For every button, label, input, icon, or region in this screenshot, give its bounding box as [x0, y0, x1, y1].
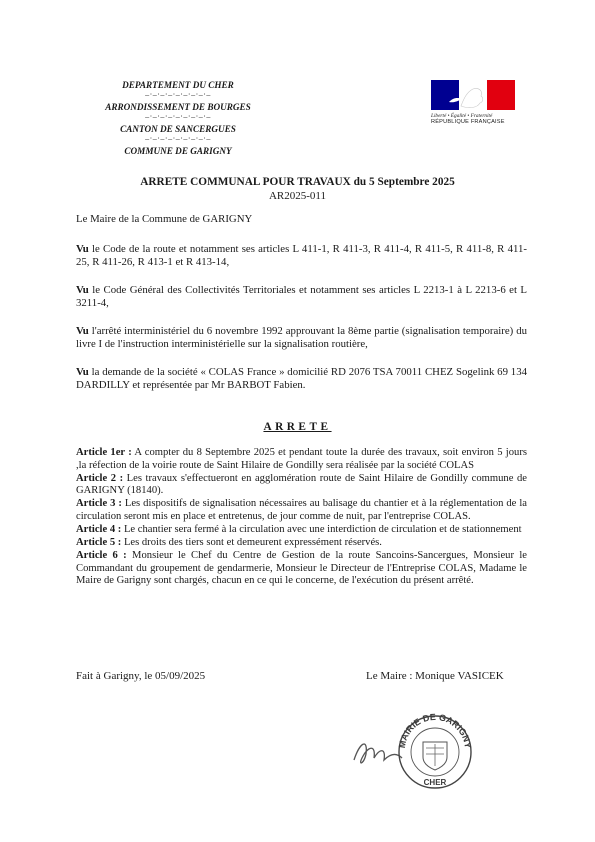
article-label: Article 6 : — [76, 550, 127, 562]
mairie-stamp — [350, 702, 480, 797]
article-label: Article 5 : — [76, 537, 122, 549]
article-5 — [76, 537, 527, 550]
article-3 — [76, 498, 527, 523]
signature-icon — [354, 744, 402, 763]
article-4 — [76, 524, 527, 537]
consideration-lead: Vu — [76, 366, 89, 378]
arrete-reference: AR2025-011 — [268, 190, 327, 202]
article-text: Monsieur le Chef du Centre de Gestion de la route Sancoins-Sancergues, Monsieur le Commandant du groupement de gendarmerie, Monsieur le Directeur de l'Entreprise COLAS, Madame le Maire de Garigny sont chargés, chacun en ce qui le concerne, de l'exécution du présent arrêté. — [76, 550, 528, 587]
header-separator: –·–·–·–·–·–·–·–·– — [145, 134, 211, 143]
article-text: Les droits des tiers sont et demeurent expressément réservés. — [121, 537, 382, 549]
arrete-heading: ARRETE — [263, 421, 332, 433]
page-title: ARRETE COMMUNAL POUR TRAVAUX du 5 Septembre 2025 — [140, 176, 455, 188]
stamp-bottom-text: CHER — [423, 778, 447, 787]
article-text: Les travaux s'effectueront en agglomération route de Saint Hilaire de Gondilly commune de GARIGNY (18140). — [76, 472, 527, 497]
republic-name: RÉPUBLIQUE FRANÇAISE — [431, 119, 505, 125]
header-canton: CANTON DE SANCERGUES — [120, 124, 236, 134]
consideration-lead: Vu — [76, 284, 89, 296]
article-text: Les dispositifs de signalisation nécessaires au balisage du chantier et à la réglementation de la circulation seront mis en place et entretenus, de jour comme de nuit, par l'entreprise COLAS. — [76, 498, 527, 522]
consideration-colas-request — [76, 366, 527, 393]
consideration-text: l'arrêté interministériel du 6 novembre 1992 approuvant la 8ème partie (signalisation temporaire) du livre I de l'instruction interministérielle sur la signalisation routière, — [76, 325, 527, 351]
article-6 — [76, 550, 527, 588]
article-text: Le chantier sera fermé à la circulation avec une interdiction de circulation et de stationnement — [121, 524, 522, 536]
articles-list — [76, 447, 527, 589]
consideration-text: le Code de la route et notamment ses articles L 411-1, R 411-3, R 411-4, R 411-5, R 411-8, R 411-25, R 411-26, R 413-1 et R 413-14, — [76, 243, 527, 269]
mayor-signatory: Le Maire : Monique VASICEK — [366, 670, 504, 682]
department-header — [88, 80, 268, 157]
article-label: Article 3 : — [76, 498, 122, 510]
republique-francaise-logo — [431, 80, 517, 126]
header-separator: –·–·–·–·–·–·–·–·– — [145, 90, 211, 99]
header-arrondissement: ARRONDISSEMENT DE BOURGES — [105, 102, 251, 112]
marianne-icon — [431, 80, 515, 110]
header-commune: COMMUNE DE GARIGNY — [124, 146, 232, 156]
consideration-lead: Vu — [76, 325, 89, 337]
stamp-top-text: MAIRIE DE GARIGNY — [396, 711, 474, 749]
article-text: A compter du 8 Septembre 2025 et pendant toute la durée des travaux, soit environ 5 jours ,la réfection de la voirie route de Saint Hilaire de Gondilly sera réalisée par la société COLAS — [76, 447, 527, 471]
consideration-arrete-1992 — [76, 325, 527, 352]
consideration-code-route — [76, 243, 527, 270]
article-1 — [76, 447, 527, 472]
header-department: DEPARTEMENT DU CHER — [122, 80, 234, 90]
consideration-cgct — [76, 284, 527, 311]
article-label: Article 2 : — [76, 472, 124, 484]
article-label: Article 1er : — [76, 447, 132, 458]
consideration-text: la demande de la société « COLAS France » domicilié RD 2076 TSA 70011 CHEZ Sogelink 69 134 DARDILLY et représentée par Mr BARBOT Fabien. — [76, 366, 527, 392]
article-2 — [76, 473, 527, 498]
intro-text: Le Maire de la Commune de GARIGNY — [76, 213, 253, 225]
consideration-text: le Code Général des Collectivités Territoriales et notamment ses articles L 2213-1 à L 2213-6 et L 3211-4, — [76, 284, 527, 310]
header-separator: –·–·–·–·–·–·–·–·– — [145, 112, 211, 121]
republic-motto: Liberté • Égalité • Fraternité — [431, 113, 493, 119]
article-label: Article 4 : — [76, 524, 122, 536]
place-date: Fait à Garigny, le 05/09/2025 — [76, 670, 206, 682]
consideration-lead: Vu — [76, 243, 89, 255]
